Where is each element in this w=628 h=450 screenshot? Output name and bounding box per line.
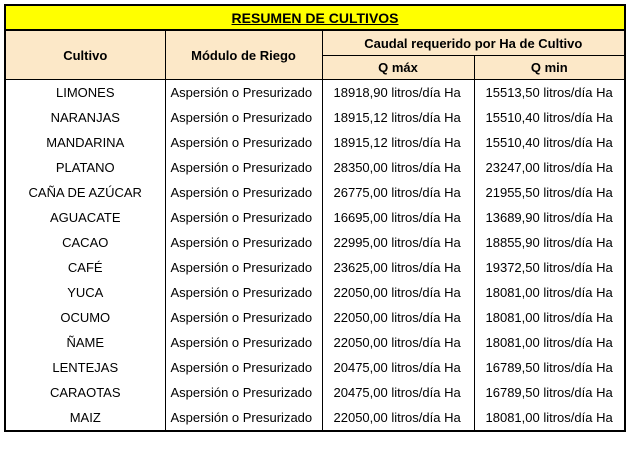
cell-qmax: 18915,12 litros/día Ha bbox=[322, 105, 474, 130]
cell-cultivo: ÑAME bbox=[5, 330, 165, 355]
cell-qmax: 18918,90 litros/día Ha bbox=[322, 80, 474, 106]
cell-cultivo: YUCA bbox=[5, 280, 165, 305]
header-row-1 bbox=[5, 30, 625, 56]
cell-qmin: 19372,50 litros/día Ha bbox=[474, 255, 625, 280]
table-row bbox=[5, 355, 625, 380]
table-row bbox=[5, 80, 625, 106]
cell-modulo: Aspersión o Presurizado bbox=[165, 155, 322, 180]
cell-qmin: 18081,00 litros/día Ha bbox=[474, 305, 625, 330]
table-row bbox=[5, 155, 625, 180]
title-row bbox=[5, 5, 625, 30]
cell-cultivo: LENTEJAS bbox=[5, 355, 165, 380]
table-row bbox=[5, 230, 625, 255]
crop-summary-sheet bbox=[4, 4, 624, 432]
cell-cultivo: MAIZ bbox=[5, 405, 165, 431]
header-caudal: Caudal requerido por Ha de Cultivo bbox=[322, 30, 625, 56]
cell-qmin: 16789,50 litros/día Ha bbox=[474, 380, 625, 405]
cell-qmin: 15510,40 litros/día Ha bbox=[474, 105, 625, 130]
cell-modulo: Aspersión o Presurizado bbox=[165, 280, 322, 305]
cell-qmin: 18081,00 litros/día Ha bbox=[474, 280, 625, 305]
table-row bbox=[5, 205, 625, 230]
crop-summary-table bbox=[4, 4, 626, 432]
cell-qmax: 22050,00 litros/día Ha bbox=[322, 280, 474, 305]
cell-modulo: Aspersión o Presurizado bbox=[165, 130, 322, 155]
cell-qmin: 18081,00 litros/día Ha bbox=[474, 405, 625, 431]
table-row bbox=[5, 380, 625, 405]
cell-qmax: 22050,00 litros/día Ha bbox=[322, 330, 474, 355]
cell-cultivo: CARAOTAS bbox=[5, 380, 165, 405]
cell-qmax: 20475,00 litros/día Ha bbox=[322, 380, 474, 405]
table-row bbox=[5, 305, 625, 330]
cell-modulo: Aspersión o Presurizado bbox=[165, 330, 322, 355]
cell-cultivo: MANDARINA bbox=[5, 130, 165, 155]
header-qmax: Q máx bbox=[322, 56, 474, 80]
cell-cultivo: NARANJAS bbox=[5, 105, 165, 130]
cell-qmin: 18081,00 litros/día Ha bbox=[474, 330, 625, 355]
cell-cultivo: PLATANO bbox=[5, 155, 165, 180]
cell-qmax: 22995,00 litros/día Ha bbox=[322, 230, 474, 255]
cell-qmax: 26775,00 litros/día Ha bbox=[322, 180, 474, 205]
table-row bbox=[5, 405, 625, 431]
cell-qmin: 15510,40 litros/día Ha bbox=[474, 130, 625, 155]
cell-qmin: 18855,90 litros/día Ha bbox=[474, 230, 625, 255]
cell-modulo: Aspersión o Presurizado bbox=[165, 380, 322, 405]
cell-cultivo: AGUACATE bbox=[5, 205, 165, 230]
cell-qmax: 28350,00 litros/día Ha bbox=[322, 155, 474, 180]
table-row bbox=[5, 130, 625, 155]
header-cultivo: Cultivo bbox=[5, 30, 165, 80]
cell-modulo: Aspersión o Presurizado bbox=[165, 180, 322, 205]
table-row bbox=[5, 280, 625, 305]
table-row bbox=[5, 255, 625, 280]
cell-modulo: Aspersión o Presurizado bbox=[165, 205, 322, 230]
cell-qmax: 16695,00 litros/día Ha bbox=[322, 205, 474, 230]
cell-modulo: Aspersión o Presurizado bbox=[165, 230, 322, 255]
header-qmin: Q min bbox=[474, 56, 625, 80]
cell-modulo: Aspersión o Presurizado bbox=[165, 355, 322, 380]
cell-qmax: 22050,00 litros/día Ha bbox=[322, 305, 474, 330]
cell-cultivo: CACAO bbox=[5, 230, 165, 255]
cell-modulo: Aspersión o Presurizado bbox=[165, 105, 322, 130]
cell-qmax: 23625,00 litros/día Ha bbox=[322, 255, 474, 280]
cell-qmax: 22050,00 litros/día Ha bbox=[322, 405, 474, 431]
table-row bbox=[5, 180, 625, 205]
cell-cultivo: CAFÉ bbox=[5, 255, 165, 280]
cell-modulo: Aspersión o Presurizado bbox=[165, 80, 322, 106]
cell-cultivo: OCUMO bbox=[5, 305, 165, 330]
cell-cultivo: LIMONES bbox=[5, 80, 165, 106]
table-row bbox=[5, 330, 625, 355]
cell-modulo: Aspersión o Presurizado bbox=[165, 255, 322, 280]
cell-qmin: 23247,00 litros/día Ha bbox=[474, 155, 625, 180]
cell-qmax: 18915,12 litros/día Ha bbox=[322, 130, 474, 155]
cell-modulo: Aspersión o Presurizado bbox=[165, 405, 322, 431]
cell-qmin: 21955,50 litros/día Ha bbox=[474, 180, 625, 205]
header-modulo: Módulo de Riego bbox=[165, 30, 322, 80]
cell-qmin: 13689,90 litros/día Ha bbox=[474, 205, 625, 230]
table-row bbox=[5, 105, 625, 130]
table-title: RESUMEN DE CULTIVOS bbox=[5, 5, 625, 30]
cell-qmin: 16789,50 litros/día Ha bbox=[474, 355, 625, 380]
cell-modulo: Aspersión o Presurizado bbox=[165, 305, 322, 330]
cell-qmin: 15513,50 litros/día Ha bbox=[474, 80, 625, 106]
cell-qmax: 20475,00 litros/día Ha bbox=[322, 355, 474, 380]
cell-cultivo: CAÑA DE AZÚCAR bbox=[5, 180, 165, 205]
